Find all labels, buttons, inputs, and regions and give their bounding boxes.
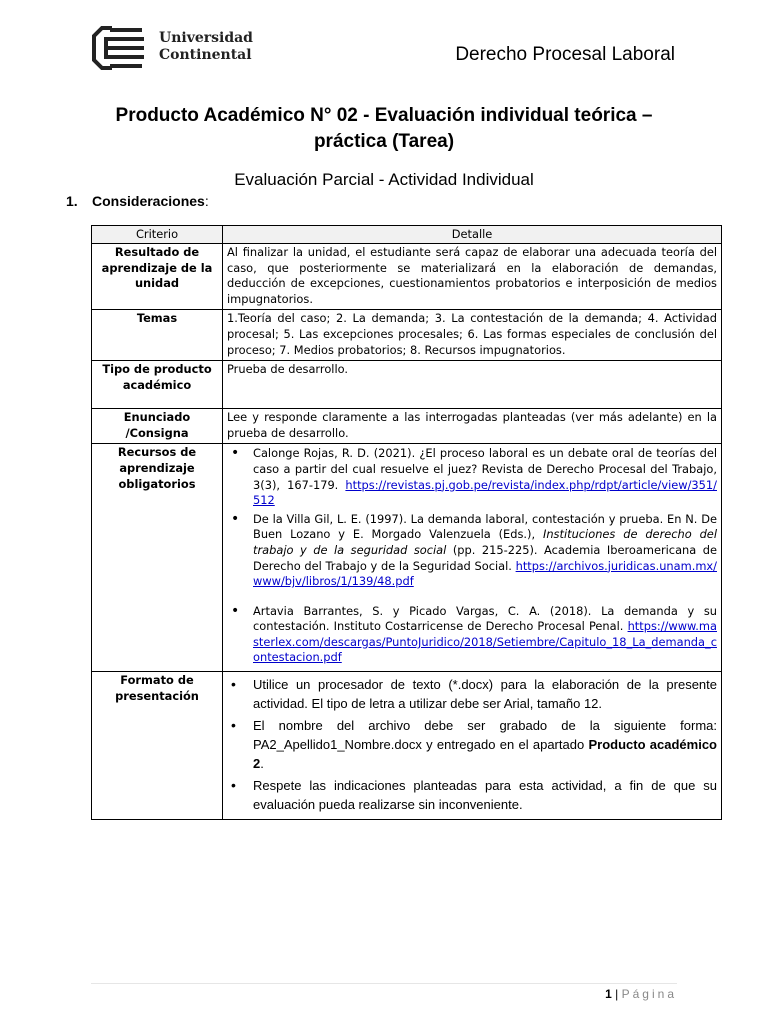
footer-separator: | xyxy=(615,987,619,1001)
list-item xyxy=(253,716,717,773)
university-logo xyxy=(92,26,262,70)
criterio-recursos: Recursos de aprendizaje obligatorios xyxy=(92,444,223,672)
logo-line-2: Continental xyxy=(159,47,252,63)
course-name: Derecho Procesal Laboral xyxy=(455,44,675,65)
table-row xyxy=(92,361,722,409)
section-number: 1. xyxy=(66,193,78,209)
page-header xyxy=(0,0,768,90)
logo-text xyxy=(159,30,253,64)
table-row xyxy=(92,672,722,820)
page-number: 1 xyxy=(605,987,612,1001)
table-row xyxy=(92,409,722,444)
page-footer xyxy=(605,987,677,1001)
reference-link[interactable]: https://revistas.pj.gob.pe/revista/index.php/rdpt/article/view/351/512 xyxy=(253,477,717,508)
university-continental-logo-icon xyxy=(92,26,152,70)
recursos-list xyxy=(227,446,717,666)
reference-link[interactable]: https://www.masterlex.com/descargas/PuntoJuridico/2018/Setiembre/Capitulo_18_La_demanda_contestacion.pdf xyxy=(253,619,717,665)
column-header-criterio: Criterio xyxy=(92,226,223,244)
section-heading xyxy=(66,193,209,209)
table-row xyxy=(92,244,722,310)
detalle-formato xyxy=(223,672,722,820)
formato-text: El nombre del archivo debe ser grabado de la siguiente forma: PA2_Apellido1_Nombre.docx y entregado en el apartado xyxy=(253,718,717,753)
page-subtitle: Evaluación Parcial - Actividad Individual xyxy=(234,170,534,189)
detalle-enunciado: Lee y responde claramente a las interrogadas planteadas (ver más adelante) en la prueba de desarrollo. xyxy=(223,409,722,444)
list-item: • Utilice un procesador de texto (*.docx) para la elaboración de la presente actividad. El tipo de letra a utilizar debe ser Arial, tamaño 12. xyxy=(253,675,717,713)
formato-bold: Producto académico 2 xyxy=(253,737,717,772)
reference-link[interactable]: https://archivos.juridicas.unam.mx/www/bjv/libros/1/139/48.pdf xyxy=(253,558,717,589)
reference-text: De la Villa Gil, L. E. (1997). La demanda laboral, contestación y prueba. En N. De Buen Lozano y E. Morgado Valenzuela (Eds.), xyxy=(253,511,717,542)
list-item xyxy=(253,604,717,666)
table-row xyxy=(92,310,722,361)
detalle-recursos xyxy=(223,444,722,672)
list-item xyxy=(253,446,717,508)
formato-list xyxy=(227,675,717,814)
reference-text: Artavia Barrantes, S. y Picado Vargas, C. A. (2018). La demanda y su contestación. Instituto Costarricense de Derecho Procesal Penal. xyxy=(253,603,717,634)
reference-text: Calonge Rojas, R. D. (2021). ¿El proceso laboral es un debate oral de teorías del caso a partir del cual resuelve el juez? Revista de Derecho Procesal del Trabajo, 3(3), 167-179. xyxy=(253,446,717,492)
list-item: • Respete las indicaciones planteadas para esta actividad, a fin de que su evaluación pueda realizarse sin inconveniente. xyxy=(253,776,717,814)
considerations-table xyxy=(91,225,722,820)
criterio-tipo: Tipo de producto académico xyxy=(92,361,223,409)
table-row xyxy=(92,444,722,672)
section-suffix: : xyxy=(204,193,209,209)
detalle-resultado: Al finalizar la unidad, el estudiante será capaz de elaborar una adecuada teoría del caso, que posteriormente se materializará en la elaboración de demandas, deducción de excepciones, cuestionamientos probatorios e interposición de medios impugnatorios. xyxy=(223,244,722,310)
formato-after: . xyxy=(260,756,264,772)
reference-text: (pp. 215-225). Academia Iberoamericana de Derecho del Trabajo y de la Seguridad Social. xyxy=(253,542,718,573)
table-header-row xyxy=(92,226,722,244)
logo-line-1: Universidad xyxy=(159,30,253,46)
criterio-temas: Temas xyxy=(92,310,223,361)
footer-label: Página xyxy=(621,987,677,1001)
criterio-formato: Formato de presentación xyxy=(92,672,223,820)
column-header-detalle: Detalle xyxy=(223,226,722,244)
criterio-enunciado: Enunciado /Consigna xyxy=(92,409,223,444)
detalle-temas: 1.Teoría del caso; 2. La demanda; 3. La contestación de la demanda; 4. Actividad procesal; 5. Las excepciones procesales; 6. Las formas especiales de conclusión del proceso; 7. Medios probatorios; 8. Recursos impugnatorios. xyxy=(223,310,722,361)
section-label: Consideraciones xyxy=(92,193,205,209)
footer-divider xyxy=(91,983,677,984)
list-item xyxy=(253,512,717,590)
criterio-resultado: Resultado de aprendizaje de la unidad xyxy=(92,244,223,310)
page-title: Producto Académico N° 02 - Evaluación individual teórica – práctica (Tarea) xyxy=(115,105,653,152)
detalle-tipo: Prueba de desarrollo. xyxy=(223,361,722,409)
reference-book-title: Instituciones de derecho del trabajo y de la seguridad social xyxy=(253,527,717,557)
